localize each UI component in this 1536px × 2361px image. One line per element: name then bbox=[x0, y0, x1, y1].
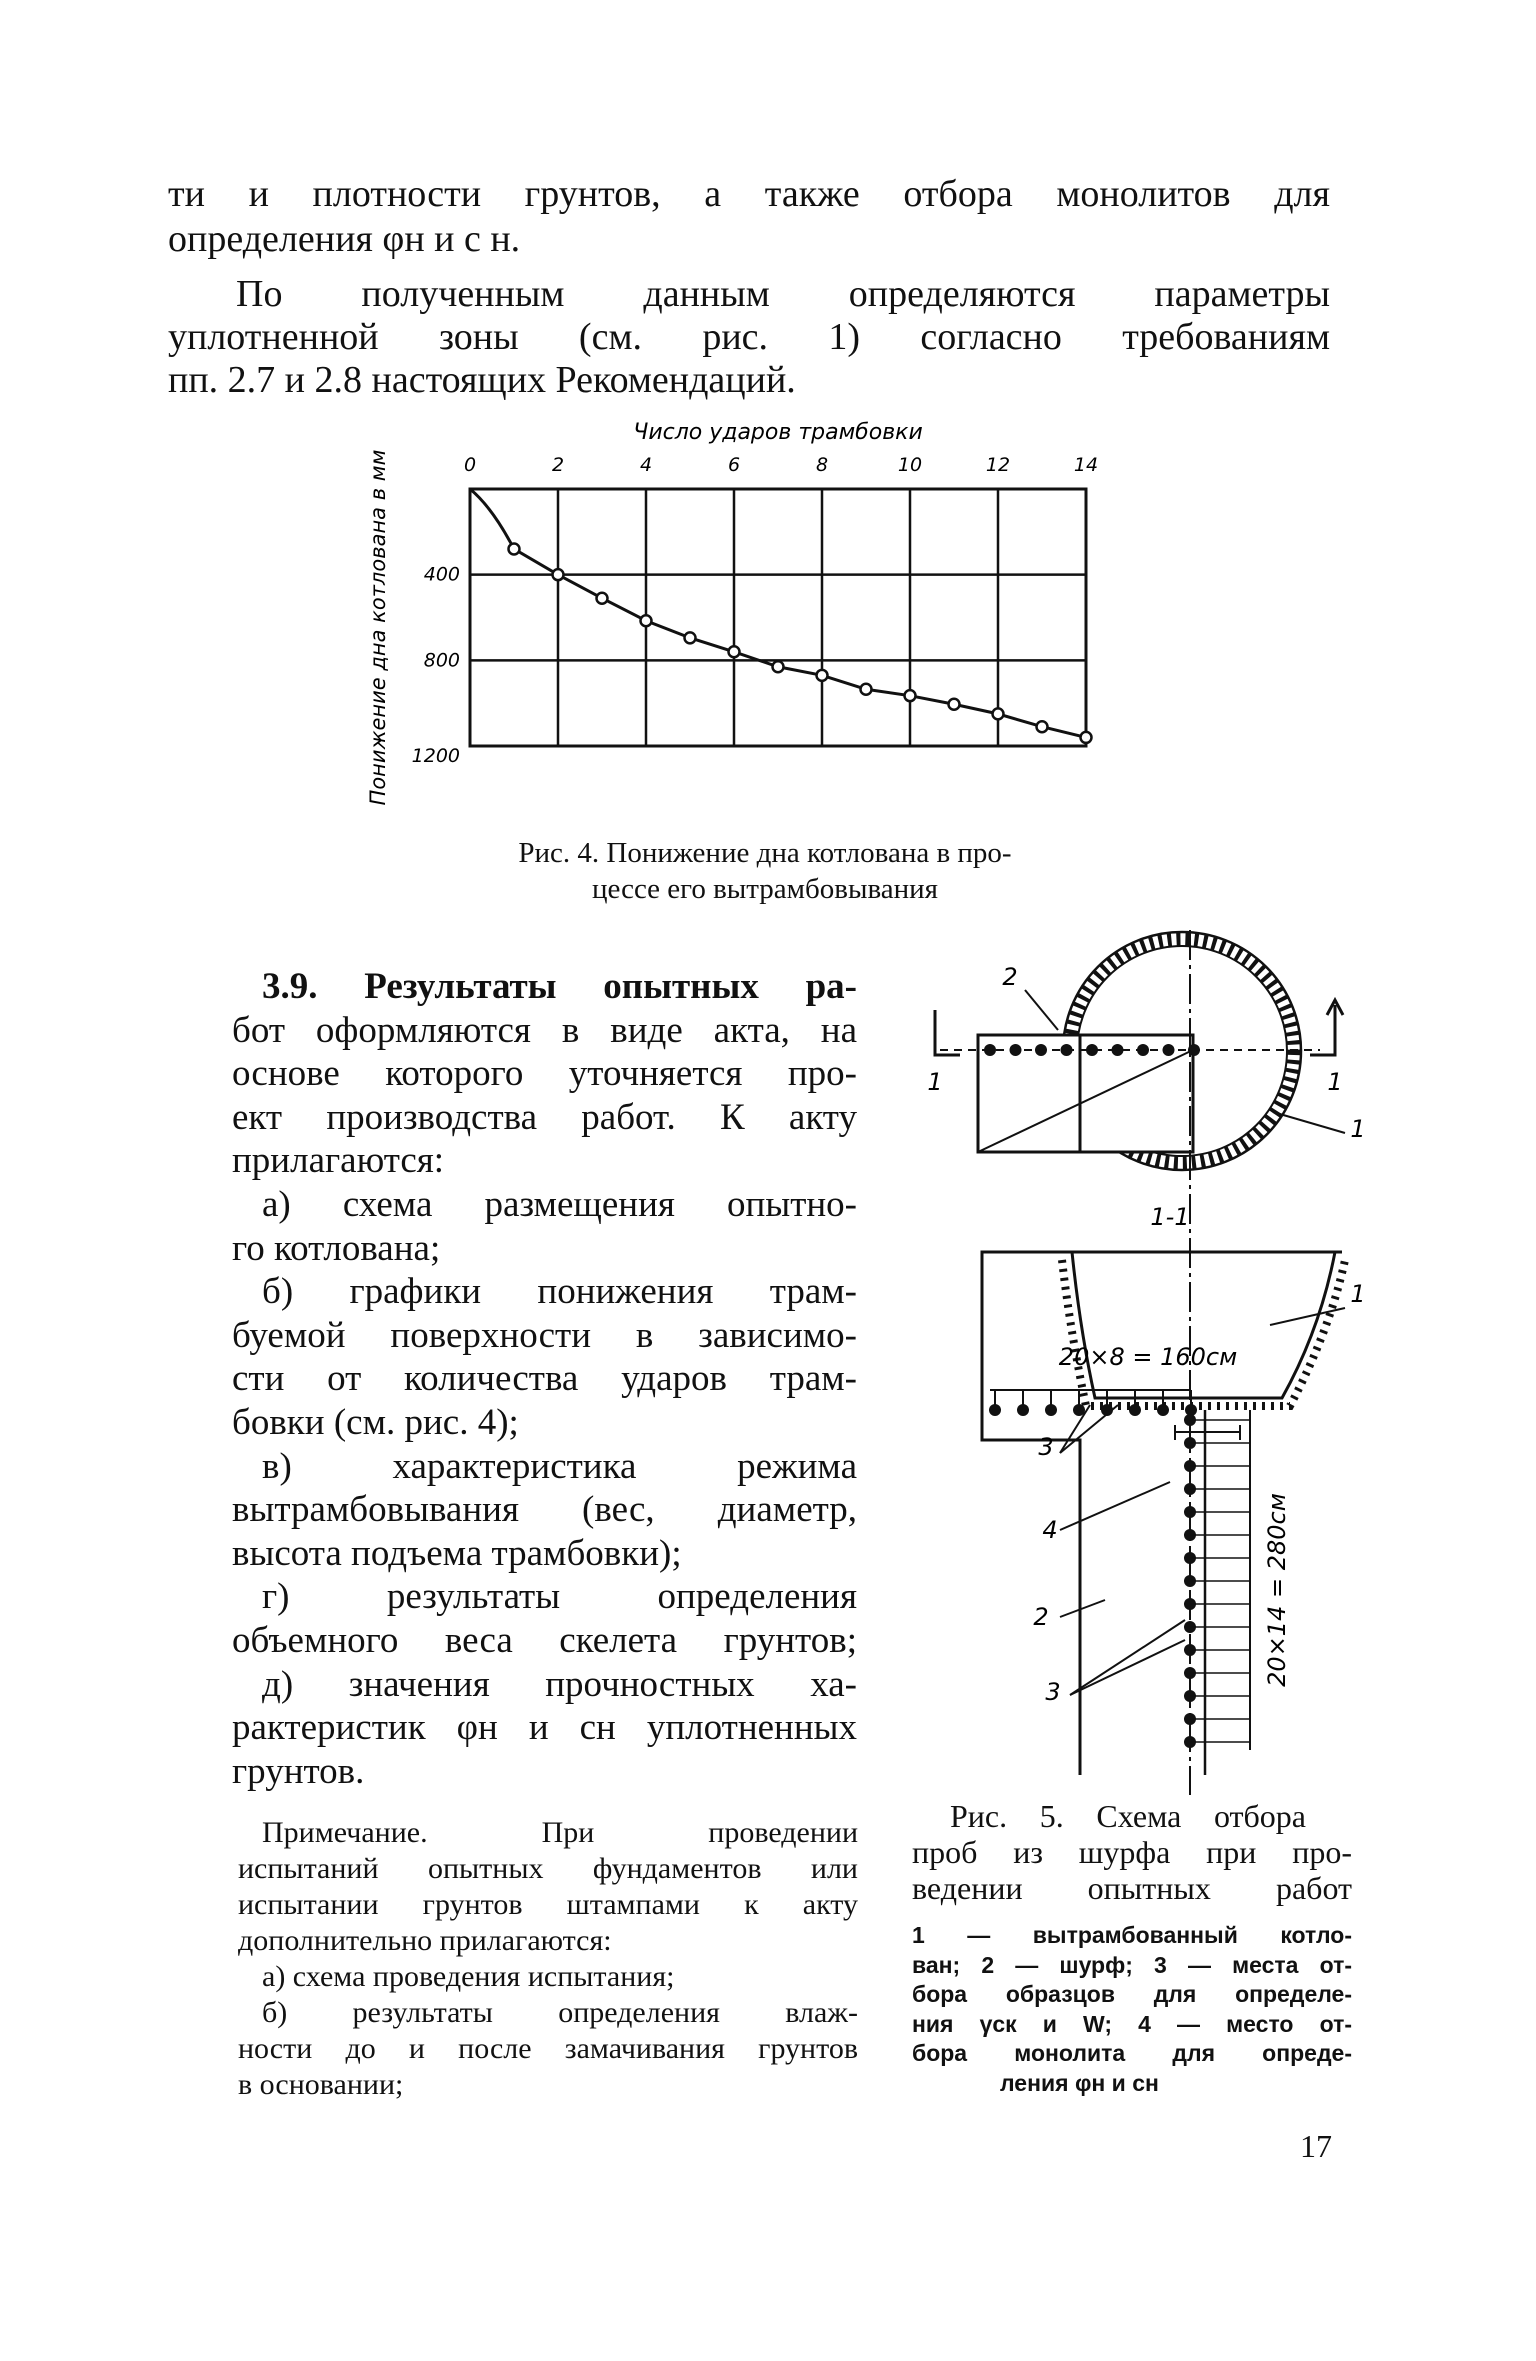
x-tick-label: 6 bbox=[727, 454, 741, 476]
x-tick-label: 8 bbox=[815, 454, 829, 476]
sample-point bbox=[1129, 1404, 1141, 1416]
sample-point bbox=[1045, 1404, 1057, 1416]
fig5-legend-line: ния γск и W; 4 — место от- bbox=[912, 2010, 1352, 2037]
section-line: буемой поверхности в зависимо- bbox=[232, 1314, 857, 1356]
section-line: объемного веса скелета грунтов; bbox=[232, 1620, 857, 1661]
section-line: основе которого уточняется про- bbox=[232, 1053, 857, 1095]
section-line: высота подъема трамбовки); bbox=[232, 1532, 682, 1574]
note-line: ности до и после замачивания грунтов bbox=[238, 2032, 858, 2065]
leader-2 bbox=[1025, 990, 1058, 1030]
y-tick-label: 1200 bbox=[411, 745, 460, 767]
data-point bbox=[1037, 721, 1048, 732]
x-tick-label: 4 bbox=[639, 454, 653, 476]
fig5-legend-line: ления φн и сн bbox=[1000, 2069, 1159, 2096]
fig5-legend-line: бора образцов для определе- bbox=[912, 1981, 1352, 2007]
chart-title: Число ударов трамбовки bbox=[633, 420, 923, 445]
section-line: сти от количества ударов трам- bbox=[232, 1358, 857, 1400]
data-point bbox=[1081, 732, 1092, 743]
data-point bbox=[773, 661, 784, 672]
note-line: б) результаты определения влаж- bbox=[262, 1996, 858, 2029]
monolith-marker bbox=[1175, 1425, 1240, 1440]
y-tick-label: 800 bbox=[423, 649, 460, 672]
data-point bbox=[641, 615, 652, 626]
label-plan-1: 1 bbox=[1350, 1115, 1366, 1143]
fig4-caption-line: Рис. 4. Понижение дна котлована в про- bbox=[518, 837, 1012, 869]
label-sec-left: 1 bbox=[927, 1068, 943, 1096]
section-line: грунтов. bbox=[232, 1750, 365, 1792]
leader-1 bbox=[1270, 1308, 1345, 1325]
label-dim-v: 20×14 = 280см bbox=[1263, 1493, 1291, 1687]
sample-point bbox=[989, 1404, 1001, 1416]
fig5-diagram bbox=[0, 900, 1536, 1800]
section-marker-left bbox=[935, 1010, 960, 1055]
label-section-title: 1-1 bbox=[1150, 1203, 1190, 1231]
label-sec-1: 1 bbox=[1350, 1280, 1366, 1308]
section-line: го котлована; bbox=[232, 1227, 441, 1269]
fig5-caption-line: Рис. 5. Схема отбора bbox=[950, 1798, 1306, 1834]
sample-point bbox=[1010, 1044, 1022, 1056]
sample-point bbox=[1061, 1044, 1073, 1056]
label-lbl-4: 4 bbox=[1042, 1516, 1058, 1544]
intro-line: определения φн и с н. bbox=[168, 218, 521, 260]
section-line: д) значения прочностных ха- bbox=[262, 1663, 857, 1705]
data-point bbox=[993, 708, 1004, 719]
sample-point bbox=[1017, 1404, 1029, 1416]
data-point bbox=[729, 646, 740, 657]
data-point bbox=[861, 684, 872, 695]
section-line: вытрамбовывания (вес, диаметр, bbox=[232, 1489, 857, 1531]
data-point bbox=[905, 690, 916, 701]
label-dim-h: 20×8 = 160см bbox=[1058, 1343, 1238, 1371]
plot-frame bbox=[470, 489, 1086, 746]
fig5-legend-line: бора монолита для опреде- bbox=[912, 2040, 1352, 2066]
sample-point bbox=[1086, 1044, 1098, 1056]
section-line: а) схема размещения опытно- bbox=[262, 1184, 857, 1225]
section-line: в) характеристика режима bbox=[262, 1445, 857, 1487]
sample-point bbox=[1137, 1044, 1149, 1056]
sample-point bbox=[984, 1044, 996, 1056]
sample-point bbox=[1035, 1044, 1047, 1056]
section-line: ект производства работ. К акту bbox=[232, 1096, 857, 1138]
series-line bbox=[470, 489, 1086, 737]
note-line: испытаний опытных фундаментов или bbox=[238, 1852, 858, 1885]
data-point bbox=[685, 632, 696, 643]
sample-point bbox=[1112, 1044, 1124, 1056]
intro-line: По полученным данным определяются параметры bbox=[236, 273, 1330, 315]
section-line: 3.9. Результаты опытных ра- bbox=[262, 966, 857, 1007]
fig5-legend-line: ван; 2 — шурф; 3 — места от- bbox=[912, 1951, 1352, 1978]
intro-line: ти и плотности грунтов, а также отбора монолитов для bbox=[168, 173, 1330, 215]
intro-line: уплотненной зоны (см. рис. 1) согласно требованиям bbox=[168, 316, 1330, 358]
leader-line bbox=[1070, 1640, 1185, 1695]
note-line: испытании грунтов штампами к акту bbox=[238, 1888, 858, 1921]
label-sec-right: 1 bbox=[1327, 1068, 1343, 1096]
section-line: б) графики понижения трам- bbox=[262, 1271, 857, 1313]
y-tick-label: 400 bbox=[423, 563, 460, 586]
compacted-soil-hatch bbox=[1062, 1260, 1345, 1406]
note-line: а) схема проведения испытания; bbox=[262, 1960, 675, 1993]
x-tick-label: 14 bbox=[1073, 454, 1099, 476]
intro-line: пп. 2.7 и 2.8 настоящих Рекомендаций. bbox=[168, 359, 796, 401]
leader-line bbox=[1060, 1600, 1105, 1617]
x-tick-label: 12 bbox=[985, 454, 1011, 476]
label-lbl-2: 2 bbox=[1033, 1603, 1049, 1631]
label-lbl-3b: 3 bbox=[1045, 1678, 1061, 1706]
fig5-caption-line: ведении опытных работ bbox=[912, 1870, 1352, 1906]
fig4-caption-line: цессе его вытрамбовывания bbox=[591, 873, 939, 905]
sample-point bbox=[1157, 1404, 1169, 1416]
fig5-legend-line: 1 — вытрамбованный котло- bbox=[912, 1922, 1352, 1948]
data-point bbox=[949, 699, 960, 710]
leader-line bbox=[1070, 1620, 1185, 1695]
sample-point bbox=[1163, 1044, 1175, 1056]
section-line: прилагаются: bbox=[232, 1140, 445, 1182]
data-point bbox=[509, 543, 520, 554]
note-line: Примечание. При проведении bbox=[262, 1816, 858, 1849]
x-tick-label: 0 bbox=[463, 454, 477, 476]
data-point bbox=[553, 569, 564, 580]
section-marker-right bbox=[1310, 1000, 1343, 1055]
x-tick-label: 10 bbox=[897, 454, 923, 476]
note-line: дополнительно прилагаются: bbox=[238, 1924, 612, 1957]
compacted-pit bbox=[1072, 1252, 1335, 1398]
section-line: рактеристик φн и сн уплотненных bbox=[232, 1707, 857, 1749]
fig5-caption-line: проб из шурфа при про- bbox=[912, 1834, 1352, 1870]
leader-line bbox=[1060, 1405, 1118, 1453]
leader-1 bbox=[1273, 1112, 1345, 1133]
section-line: бовки (см. рис. 4); bbox=[232, 1402, 519, 1443]
leader-line bbox=[1060, 1482, 1170, 1530]
page-number: 17 bbox=[1300, 2128, 1332, 2164]
note-line: в основании; bbox=[238, 2068, 404, 2101]
label-lbl-3a: 3 bbox=[1038, 1433, 1054, 1461]
y-axis-label: Понижение дна котлована в мм bbox=[366, 449, 390, 806]
label-plan-2: 2 bbox=[1002, 963, 1018, 991]
data-point bbox=[817, 670, 828, 681]
x-tick-label: 2 bbox=[551, 454, 565, 476]
section-line: г) результаты определения bbox=[262, 1576, 857, 1618]
data-point bbox=[597, 593, 608, 604]
section-line: бот оформляются в виде акта, на bbox=[232, 1009, 857, 1051]
